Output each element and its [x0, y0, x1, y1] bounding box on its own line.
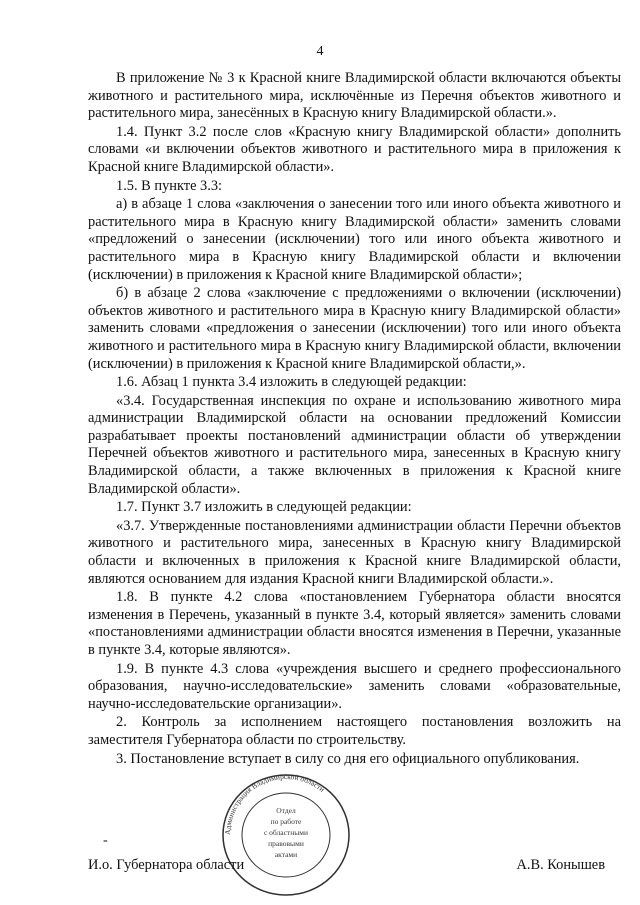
stamp-line: с областными	[263, 828, 309, 837]
signatory-position: И.о. Губернатора области	[88, 857, 245, 873]
paragraph: 1.5. В пункте 3.3:	[116, 177, 223, 194]
signatory-name: А.В. Конышев	[516, 857, 605, 873]
stamp-line: по работе	[270, 817, 302, 826]
official-stamp	[216, 770, 356, 900]
stamp-line: Отдел	[276, 806, 296, 815]
paragraph: 3. Постановление вступает в силу со дня его официального опубликования.	[116, 750, 580, 767]
paragraph: 1.9. В пункте 4.3 слова «учреждения высшего и среднего профессионального образования, научно-исследовательские» заменить словами «образовательные, научно-исследовательские организации».	[88, 660, 621, 712]
paragraph: 1.7. Пункт 3.7 изложить в следующей редакции:	[116, 499, 412, 516]
paragraph: «3.7. Утвержденные постановлениями администрации области Перечни объектов животного и растительного мира, занесенных в Красную книгу Владимирской области и включенных в приложения к Красной книге Владимирской области, являются основанием для издания Красной книги Владимирской области.».	[88, 517, 621, 587]
paragraph: В приложение № 3 к Красной книге Владимирской области включаются объекты животного и растительного мира, исключённые из Перечня объектов животного и растительного мира, занесённых в Красную книгу Владимирской области.».	[88, 70, 621, 122]
paragraph: «3.4. Государственная инспекция по охране и использованию животного мира администрации Владимирской области на основании предложений Комиссии разрабатывает проекты постановлений администрации области об утверждении Перечней объектов животного и растительного мира, занесенных в Красную книгу Владимирской области, а также включенных в приложения к Красной книге Владимирской области».	[88, 392, 621, 497]
paragraph: 2. Контроль за исполнением настоящего постановления возложить на заместителя Губернатора области по строительству.	[88, 714, 621, 748]
stamp-ring-text: Администрация Владимирской области	[222, 771, 327, 836]
paragraph: 1.4. Пункт 3.2 после слов «Красную книгу Владимирской области» дополнить словами «и включении объектов животного и растительного мира в приложения к Красной книге Владимирской области».	[88, 123, 621, 175]
paragraph: 1.8. В пункте 4.2 слова «постановлением Губернатора области вносятся изменения в Перечень, указанный в пункте 3.4, который является» заменить словами «постановлениями администрации области вносятся изменения в Перечни, указанные в пункте 3.4, которые являются».	[88, 589, 621, 658]
paragraph: а) в абзаце 1 слова «заключения о занесении того или иного объекта животного и растительного мира в Красную книгу Владимирской области» заменить словами «предложений о занесении (исключении) того или иного объекта животного и растительного мира в Красную книгу Владимирской области и включении (исключении) в приложения к Красной книге Владимирской области»;	[88, 196, 621, 283]
paragraph: 1.6. Абзац 1 пункта 3.4 изложить в следующей редакции:	[116, 374, 467, 391]
document-body	[88, 70, 621, 769]
stamp-line: актами	[274, 850, 298, 859]
paragraph: б) в абзаце 2 слова «заключение с предложениями о включении (исключении) объектов животного и растительного мира в Красную книгу Владимирской области» заменить словами «предложения о занесении (исключении) того или иного объекта животного и растительного мира в Красную книгу Владимирской области, включении (исключении) в приложения к Красной книге Владимирской области,».	[88, 285, 621, 372]
margin-mark: -	[103, 833, 108, 848]
page-number: 4	[316, 44, 324, 59]
stamp-line: правовыми	[268, 839, 304, 848]
